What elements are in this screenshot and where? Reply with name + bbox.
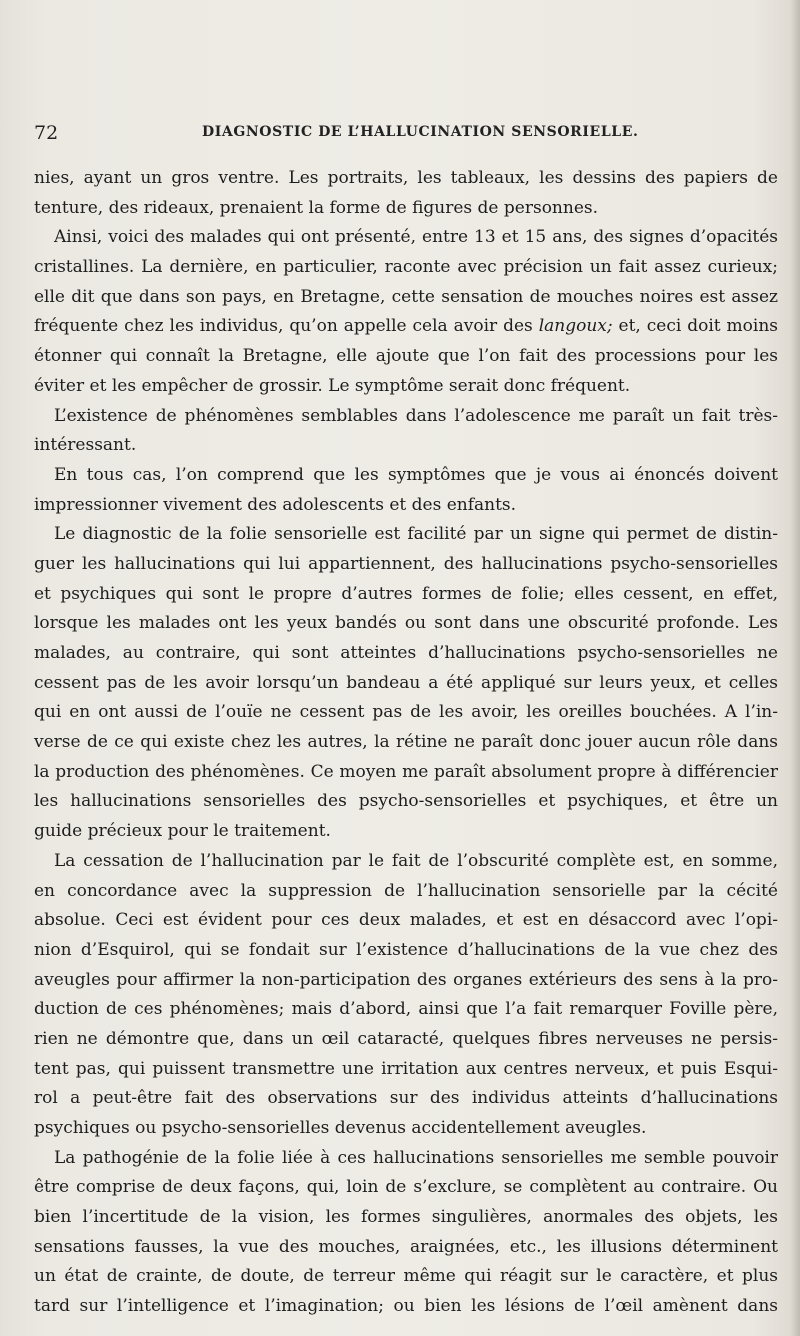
page-number: 72: [34, 122, 59, 144]
text-line: tard sur l’intelligence et l’imagination; ou bien les lésions de l’œil amènent dans: [34, 1296, 778, 1317]
text-line: tent pas, qui puissent transmettre une irritation aux centres nerveux, et puis Esqui-: [34, 1058, 778, 1079]
text-line: et psychiques qui sont le propre d’autres formes de folie; elles cessent, en effet,: [34, 583, 778, 604]
text-line-tail: et, ceci doit moins: [612, 316, 779, 337]
text-line: malades, au contraire, qui sont atteintes d’hallucinations psycho-sensorielles ne: [34, 643, 778, 663]
text-line: guer les hallucinations qui lui appartiennent, des hallucinations psycho-sensorielles: [34, 553, 778, 574]
text-line: L’existence de phénomènes semblables dans l’adolescence me paraît un fait très-: [54, 405, 778, 426]
text-line: rien ne démontre que, dans un œil cataracté, quelques fibres nerveuses ne persis-: [34, 1028, 778, 1049]
text-line: cessent pas de les avoir lorsqu’un bandeau a été appliqué sur leurs yeux, et celles: [34, 672, 778, 693]
text-line: bien l’incertitude de la vision, les formes singulières, anormales des objets, les: [34, 1207, 778, 1228]
text-line: absolue. Ceci est évident pour ces deux malades, et est en désaccord avec l’opi-: [34, 910, 778, 931]
text-line: elle dit que dans son pays, en Bretagne, cette sensation de mouches noires est assez: [34, 286, 778, 307]
text-line: lorsque les malades ont les yeux bandés ou sont dans une obscurité profonde. Les: [34, 613, 778, 634]
text-line: La pathogénie de la folie liée à ces hallucinations sensorielles me semble pouvoir: [54, 1147, 778, 1168]
text-line-head: fréquente chez les individus, qu’on appelle cela avoir des: [34, 316, 533, 337]
text-line: éviter et les empêcher de grossir. Le symptôme serait donc fréquent.: [34, 375, 631, 396]
text-line: en concordance avec la suppression de l’hallucination sensorielle par la cécité: [34, 880, 778, 901]
text-line: intéressant.: [34, 435, 137, 456]
text-line: un état de crainte, de doute, de terreur même qui réagit sur le caractère, et plus: [34, 1266, 778, 1287]
text-line: En tous cas, l’on comprend que les symptômes que je vous ai énoncés doivent: [54, 464, 778, 485]
text-line: qui en ont aussi de l’ouïe ne cessent pas de les avoir, les oreilles bouchées. A l’in-: [34, 702, 778, 723]
body-text: [34, 164, 778, 1322]
text-line: la production des phénomènes. Ce moyen me paraît absolument propre à différencier: [34, 761, 778, 782]
text-line: étonner qui connaît la Bretagne, elle ajoute que l’on fait des processions pour les: [34, 346, 778, 367]
text-line: tenture, des rideaux, prenaient la forme de figures de personnes.: [34, 197, 599, 218]
text-line-with-italic: [34, 312, 778, 342]
text-line: nies, ayant un gros ventre. Les portraits, les tableaux, les dessins des papiers de: [34, 168, 778, 188]
text-line: guide précieux pour le traitement.: [34, 821, 331, 842]
italic-term: langoux;: [538, 316, 613, 337]
running-head: DIAGNOSTIC DE L’HALLUCINATION SENSORIELLE.: [202, 124, 639, 140]
text-line: nion d’Esquirol, qui se fondait sur l’existence d’hallucinations de la vue chez des: [34, 939, 778, 960]
text-line: sensations fausses, la vue des mouches, araignées, etc., les illusions déterminent: [34, 1236, 778, 1257]
text-line: impressionner vivement des adolescents et des enfants.: [34, 494, 517, 515]
text-line: cristallines. La dernière, en particulier, raconte avec précision un fait assez curieux;: [34, 257, 778, 278]
text-line: verse de ce qui existe chez les autres, la rétine ne paraît donc jouer aucun rôle dans: [34, 732, 778, 753]
text-line: Le diagnostic de la folie sensorielle est facilité par un signe qui permet de distin-: [54, 524, 778, 545]
page-header: [34, 122, 778, 146]
text-line: Ainsi, voici des malades qui ont présenté, entre 13 et 15 ans, des signes d’opacités: [54, 227, 778, 248]
text-line: aveugles pour affirmer la non-participation des organes extérieurs des sens à la pro-: [34, 969, 778, 990]
text-line: La cessation de l’hallucination par le fait de l’obscurité complète est, en somme,: [54, 850, 778, 871]
text-line: être comprise de deux façons, qui, loin de s’exclure, se complètent au contraire. Ou: [34, 1177, 778, 1198]
text-line: duction de ces phénomènes; mais d’abord, ainsi que l’a fait remarquer Foville père,: [34, 999, 778, 1020]
text-line: rol a peut-être fait des observations sur des individus atteints d’hallucinations: [34, 1088, 778, 1109]
page-edge-shadow: [790, 0, 800, 1336]
text-line: psychiques ou psycho-sensorielles devenus accidentellement aveugles.: [34, 1118, 647, 1138]
text-line: les hallucinations sensorielles des psycho-sensorielles et psychiques, et être un: [34, 791, 778, 812]
